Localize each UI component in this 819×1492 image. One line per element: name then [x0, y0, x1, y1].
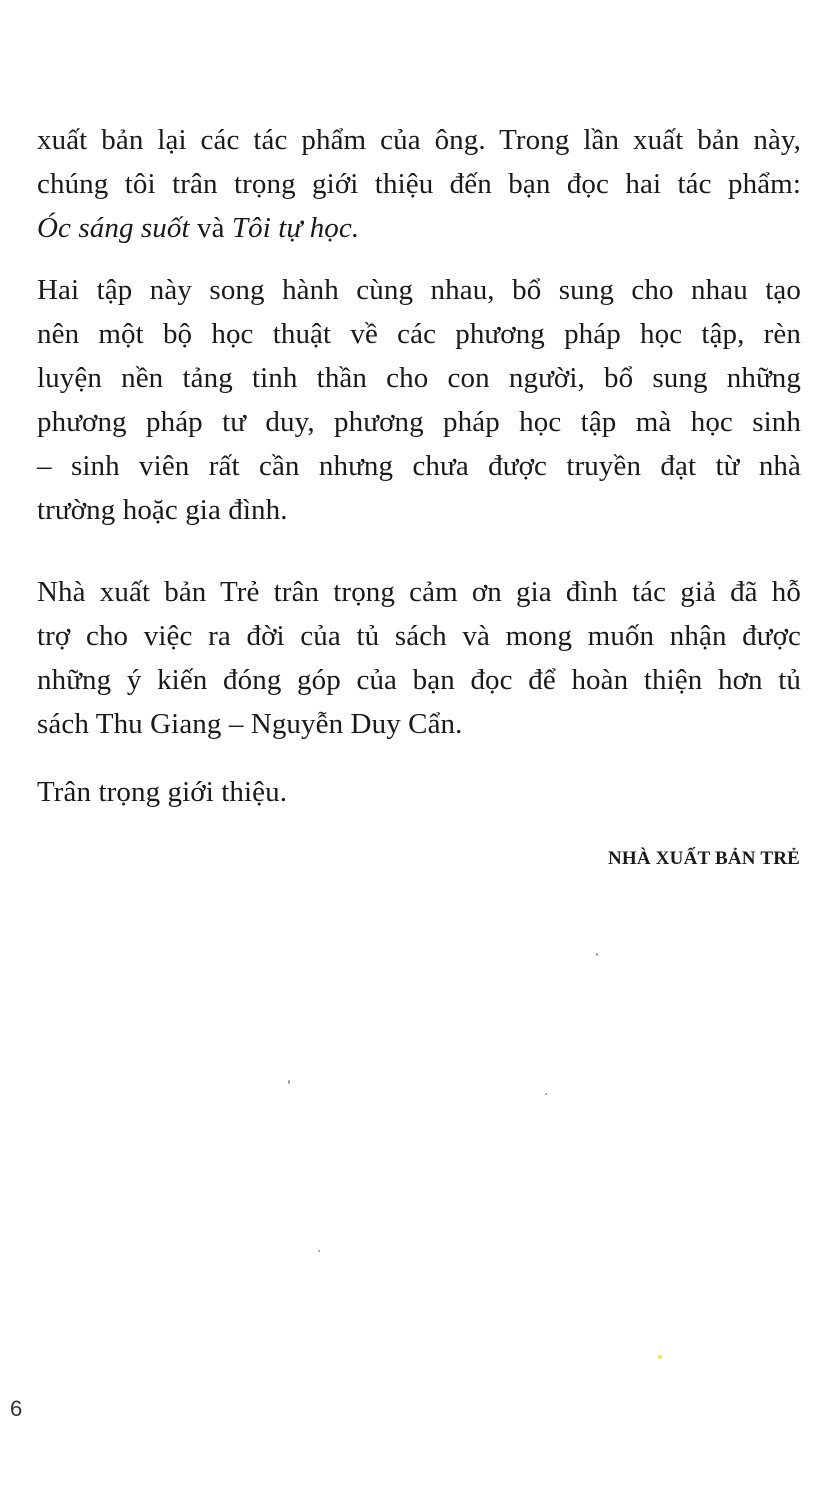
paragraph-line: luyện nền tảng tinh thần cho con người, bổ sung những	[37, 362, 801, 394]
paragraph-line: trợ cho việc ra đời của tủ sách và mong muốn nhận được	[37, 620, 801, 652]
paragraph-line: Nhà xuất bản Trẻ trân trọng cảm ơn gia đình tác giả đã hỗ	[37, 576, 801, 608]
paragraph-line: sách Thu Giang – Nguyễn Duy Cẩn.	[37, 708, 463, 740]
paragraph-closing	[37, 770, 801, 814]
paragraph-line: chúng tôi trân trọng giới thiệu đến bạn đọc hai tác phẩm:	[37, 168, 801, 200]
paragraph-description	[37, 268, 801, 532]
paragraph-line: phương pháp tư duy, phương pháp học tập mà học sinh	[37, 406, 801, 438]
scan-speck	[288, 1080, 290, 1084]
paragraph-line: xuất bản lại các tác phẩm của ông. Trong lần xuất bản này,	[37, 124, 801, 156]
scan-speck	[545, 1093, 547, 1095]
book-title-toi-tu-hoc: Tôi tự học.	[231, 212, 360, 244]
paragraph-thanks	[37, 570, 801, 746]
paragraph-line: Hai tập này song hành cùng nhau, bổ sung cho nhau tạo	[37, 274, 801, 306]
paragraph-line: những ý kiến đóng góp của bạn đọc để hoàn thiện hơn tủ	[37, 664, 801, 696]
paragraph-line: – sinh viên rất cần nhưng chưa được truyền đạt từ nhà	[37, 450, 801, 482]
page-number: 6	[10, 1396, 23, 1421]
connector-text: và	[189, 212, 232, 244]
paragraph-line: trường hoặc gia đình.	[37, 494, 288, 526]
paragraph-intro	[37, 118, 801, 250]
scan-speck	[318, 1250, 320, 1252]
scan-speck	[596, 953, 598, 956]
publisher-signature: NHÀ XUẤT BẢN TRẺ	[607, 848, 800, 869]
paragraph-line	[37, 206, 801, 250]
book-title-oc-sang-suot: Óc sáng suốt	[37, 212, 190, 244]
scan-speck	[658, 1355, 662, 1359]
paragraph-line: Trân trọng giới thiệu.	[37, 776, 288, 808]
paragraph-line: nên một bộ học thuật về các phương pháp học tập, rèn	[37, 318, 801, 350]
